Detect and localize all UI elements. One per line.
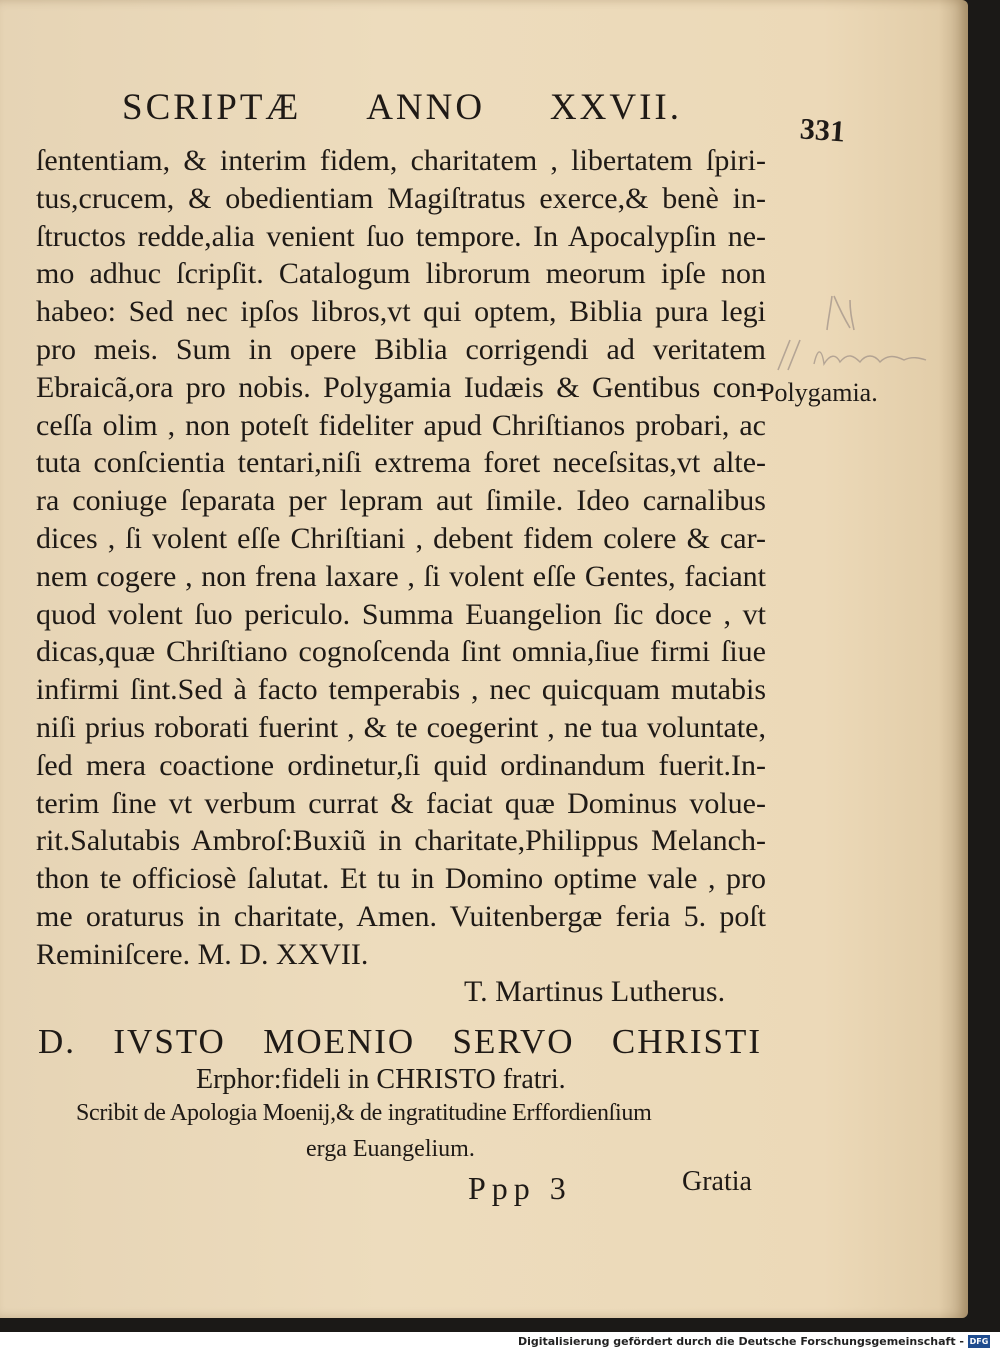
text-line: tus,crucem, & obedientiam Magiſtratus exerce,& benè in-	[36, 181, 766, 215]
text-line: nem cogere , non frena laxare , ſi volent eſſe Gentes, faciant	[36, 559, 766, 593]
letter-body	[36, 142, 766, 974]
text-line: pro meis. Sum in opere Biblia corrigendi ad veritatem	[36, 332, 766, 366]
letter-address-subheading: Erphor:fideli in CHRISTO fratri.	[196, 1064, 566, 1095]
text-line: ſtructos redde,alia venient ſuo tempore. In Apocalypſin ne-	[36, 219, 766, 253]
text-line: me oraturus in charitate, Amen. Vuitenbergæ feria 5. poſt	[36, 899, 766, 933]
text-line: dices , ſi volent eſſe Chriſtiani , debent fidem colere & car-	[36, 521, 766, 555]
text-line: mo adhuc ſcripſit. Catalogum librorum meorum ipſe non	[36, 257, 766, 291]
funding-notice: Digitalisierung gefördert durch die Deutsche Forschungsgemeinschaft -	[517, 1335, 964, 1348]
text-line: tuta conſcientia tentari,niſi extrema foret neceſsitas,vt alte-	[36, 446, 766, 480]
text-line: dicas,quæ Chriſtiano cognoſcenda ſint omnia,ſiue firmi ſiue	[36, 635, 766, 669]
text-line: niſi prius roborati fuerint , & te coegerint , ne tua voluntate,	[36, 710, 766, 744]
text-line: rit.Salutabis Ambroſ:Buxiũ in charitate,Philippus Melanch-	[36, 824, 766, 858]
text-line: quod volent ſuo periculo. Summa Euangelion ſic doce , vt	[36, 597, 766, 631]
running-head-word: XXVII.	[549, 87, 682, 128]
running-head-word: SCRIPTÆ	[122, 87, 302, 128]
running-head-word: ANNO	[366, 87, 486, 128]
text-line: infirmi ſint.Sed à facto temperabis , nec quicquam mutabis	[36, 673, 766, 707]
letter-summary-line: erga Euangelium.	[306, 1136, 475, 1162]
text-line: Reminiſcere. M. D. XXVII.	[36, 937, 369, 971]
running-head	[122, 86, 682, 129]
text-line: ſententiam, & interim fidem, charitatem , libertatem ſpiri-	[36, 144, 766, 177]
page-number: 331	[798, 112, 847, 149]
letter-address-heading: D. IVSTO MOENIO SERVO CHRISTI	[38, 1022, 762, 1061]
text-line: thon te officiosè ſalutat. Et tu in Domino optime vale , pro	[36, 862, 766, 896]
text-line: ceſſa olim , non poteſt fideliter apud Chriſtianos probari, ac	[36, 408, 766, 442]
dfg-logo: DFG	[969, 1337, 989, 1346]
letter-summary-line: Scribit de Apologia Moenij,& de ingratitudine Erffordienſium	[76, 1100, 652, 1126]
text-line: habeo: Sed nec ipſos libros,vt qui optem, Biblia pura legi	[36, 295, 766, 329]
catchword: Gratia	[682, 1166, 752, 1197]
printer-signature-mark: Ppp 3	[468, 1170, 572, 1206]
text-line: ra coniuge ſeparata per lepram aut ſimile. Ideo carnalibus	[36, 484, 766, 518]
text-line: Ebraicã,ora pro nobis. Polygamia Iudæis & Gentibus con-	[36, 370, 766, 404]
pencil-annotation-mark	[770, 290, 930, 380]
marginal-note: Polygamia.	[760, 378, 878, 407]
letter-signature: T. Martinus Lutherus.	[464, 975, 726, 1008]
text-line: ſed mera coactione ordinetur,ſi quid ordinandum fuerit.In-	[36, 748, 766, 782]
text-line: terim ſine vt verbum currat & faciat quæ Dominus volue-	[36, 786, 766, 820]
